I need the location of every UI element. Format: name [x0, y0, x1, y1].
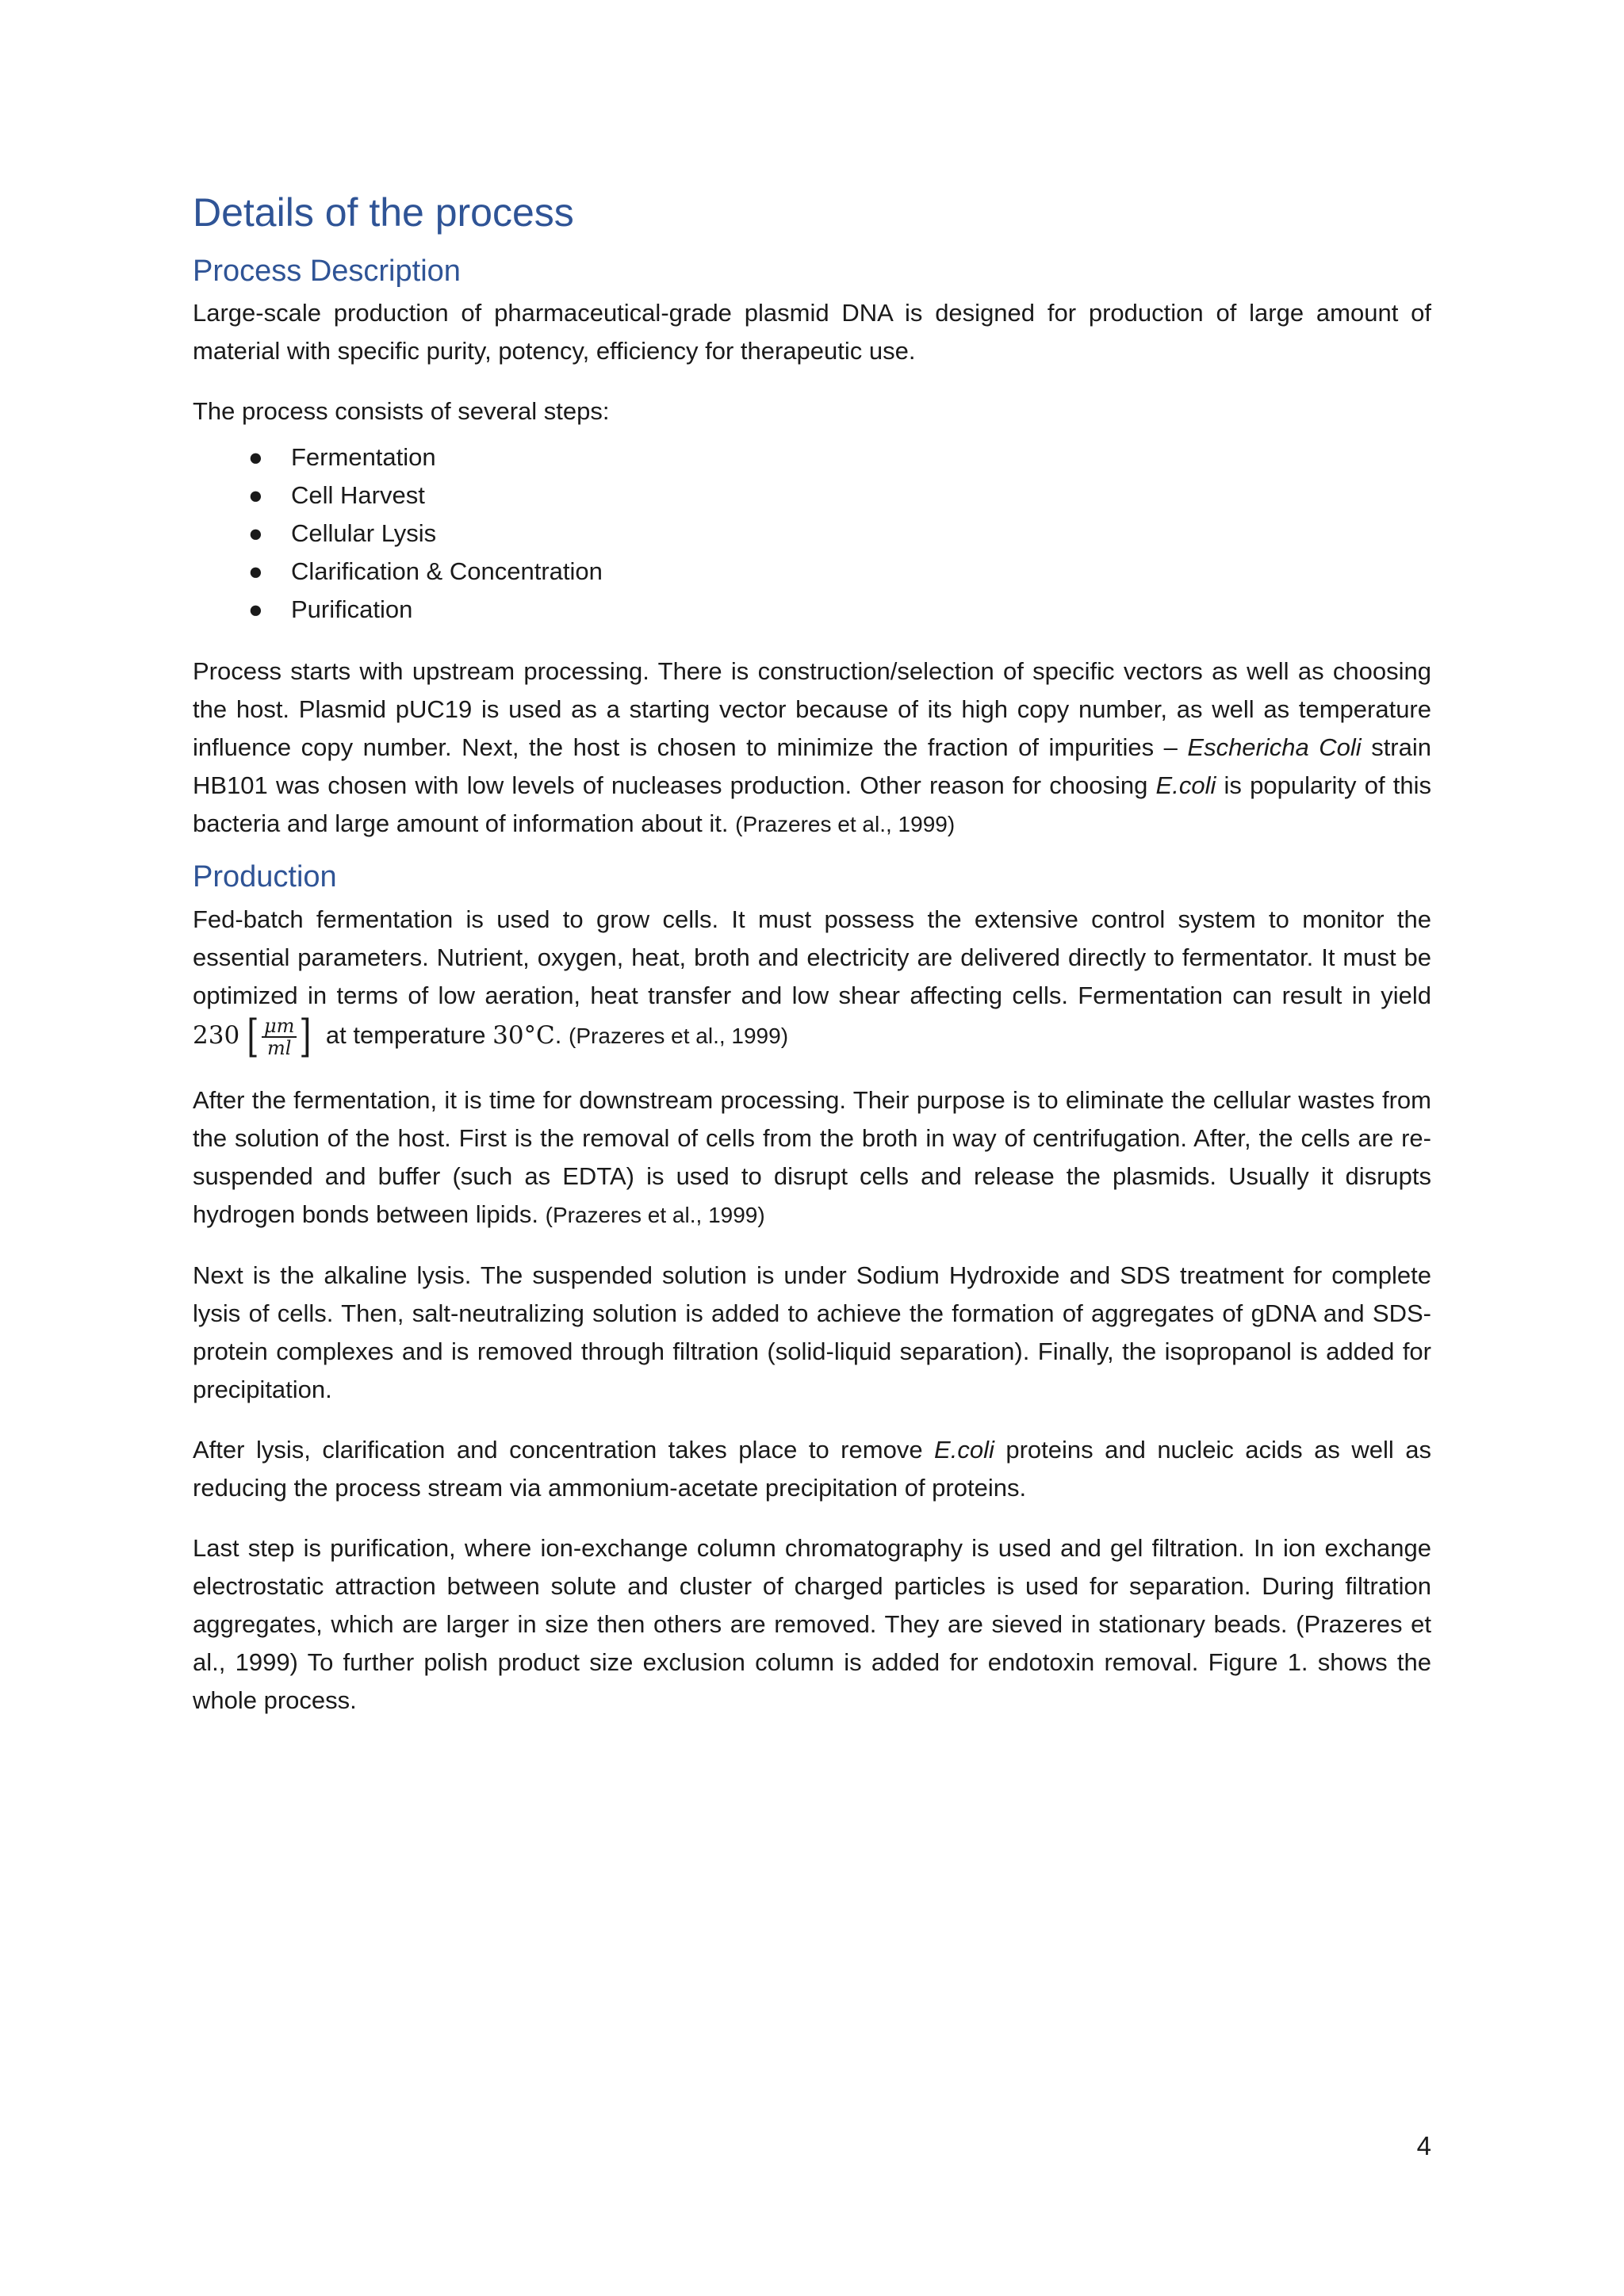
upstream-text-3: is popularity of this bacteria and large amount of information about it. — [193, 771, 1431, 838]
citation: (Prazeres et al., 1999) — [735, 812, 956, 837]
list-item-label: Fermentation — [291, 443, 436, 472]
list-item — [248, 438, 1431, 476]
bullet-icon: ● — [248, 557, 263, 586]
yield-value: 230 — [193, 1020, 240, 1050]
unit-numerator: μm — [262, 1016, 297, 1038]
temperature-value: 30°C — [492, 1020, 555, 1050]
paragraph-downstream — [193, 1081, 1431, 1234]
unit-denominator: ml — [266, 1036, 292, 1059]
clarification-text-1: After lysis, clarification and concentration takes place to remove — [193, 1435, 935, 1464]
document-page — [193, 190, 1431, 1742]
section-heading-production: Production — [193, 860, 337, 894]
list-item — [248, 553, 1431, 591]
upstream-text-2: strain HB101 was chosen with low levels of nucleases production. Other reason for choosing — [193, 733, 1431, 800]
upstream-italic-ecoli: E.coli — [1155, 771, 1216, 800]
downstream-text: After the fermentation, it is time for downstream processing. Their purpose is to eliminate the cellular wastes from the solution of the host. First is the removal of cells from the broth in way of centrifugation. After, the cells are re-suspended and buffer (such as EDTA) is used to disrupt cells and release the plasmids. Usually it disrupts hydrogen bonds between lipids. — [193, 1085, 1431, 1228]
bullet-icon: ● — [248, 519, 263, 548]
production-text-3: . — [554, 1020, 569, 1049]
list-item-label: Purification — [291, 595, 413, 624]
paragraph-intro: Large-scale production of pharmaceutical-grade plasmid DNA is designed for production of large amount of material with specific purity, potency, efficiency for therapeutic use. — [193, 299, 1431, 365]
paragraph-upstream — [193, 652, 1431, 844]
clarification-text-2: proteins and nucleic acids as well as reducing the process stream via ammonium-acetate precipitation of proteins. — [193, 1435, 1432, 1502]
paragraph-lysis: Next is the alkaline lysis. The suspended solution is under Sodium Hydroxide and SDS treatment for complete lysis of cells. Then, salt-neutralizing solution is added to achieve the formation of aggregates of gDNA and SDS-protein complexes and is removed through filtration (solid-liquid separation). Finally, the isopropanol is added for precipitation. — [193, 1261, 1431, 1403]
clarification-italic-ecoli: E.coli — [934, 1435, 994, 1464]
list-item-label: Cell Harvest — [291, 481, 425, 510]
production-text-2: at temperature — [319, 1020, 493, 1049]
list-item-label: Clarification & Concentration — [291, 557, 603, 586]
list-item-label: Cellular Lysis — [291, 519, 437, 548]
citation: (Prazeres et al., 1999) — [569, 1023, 789, 1048]
bullet-icon: ● — [248, 595, 263, 624]
bullet-icon: ● — [248, 481, 263, 510]
page-title: Details of the process — [193, 190, 574, 235]
citation: (Prazeres et al., 1999) — [545, 1202, 765, 1227]
yield-unit: [ $\frac{\mu m}{ml}$ ] — [247, 1010, 312, 1062]
paragraph-steps-intro: The process consists of several steps: — [193, 397, 610, 426]
upstream-italic-species: Eschericha Coli — [1187, 733, 1362, 762]
list-item — [248, 476, 1431, 515]
list-item — [248, 515, 1431, 553]
paragraph-purification: Last step is purification, where ion-exchange column chromatography is used and gel filtration. In ion exchange electrostatic attraction between solute and cluster of charged particles is used for separation. During filtration aggregates, which are larger in size then others are removed. They are sieved in stationary beads. (Prazeres et al., 1999) To further polish product size exclusion column is added for endotoxin removal. Figure 1. shows the whole process. — [193, 1533, 1431, 1714]
section-heading-process-description: Process Description — [193, 254, 461, 288]
list-item — [248, 591, 1431, 629]
paragraph-production — [193, 901, 1431, 1062]
paragraph-clarification — [193, 1431, 1431, 1507]
steps-list — [193, 438, 1431, 629]
production-text-1: Fed-batch fermentation is used to grow cells. It must possess the extensive control system to monitor the essential parameters. Nutrient, oxygen, heat, broth and electricity are delivered directly to fermentator. It must be optimized in terms of low aeration, heat transfer and low shear affecting cells. Fermentation can result in yield — [193, 905, 1431, 1009]
page-number: 4 — [1416, 2131, 1431, 2160]
bullet-icon: ● — [248, 443, 263, 472]
upstream-text-1: Process starts with upstream processing. There is construction/selection of specific vectors as well as choosing the host. Plasmid pUC19 is used as a starting vector because of its high copy number, as well as temperature influence copy number. Next, the host is chosen to minimize the fraction of impurities – — [193, 657, 1431, 762]
